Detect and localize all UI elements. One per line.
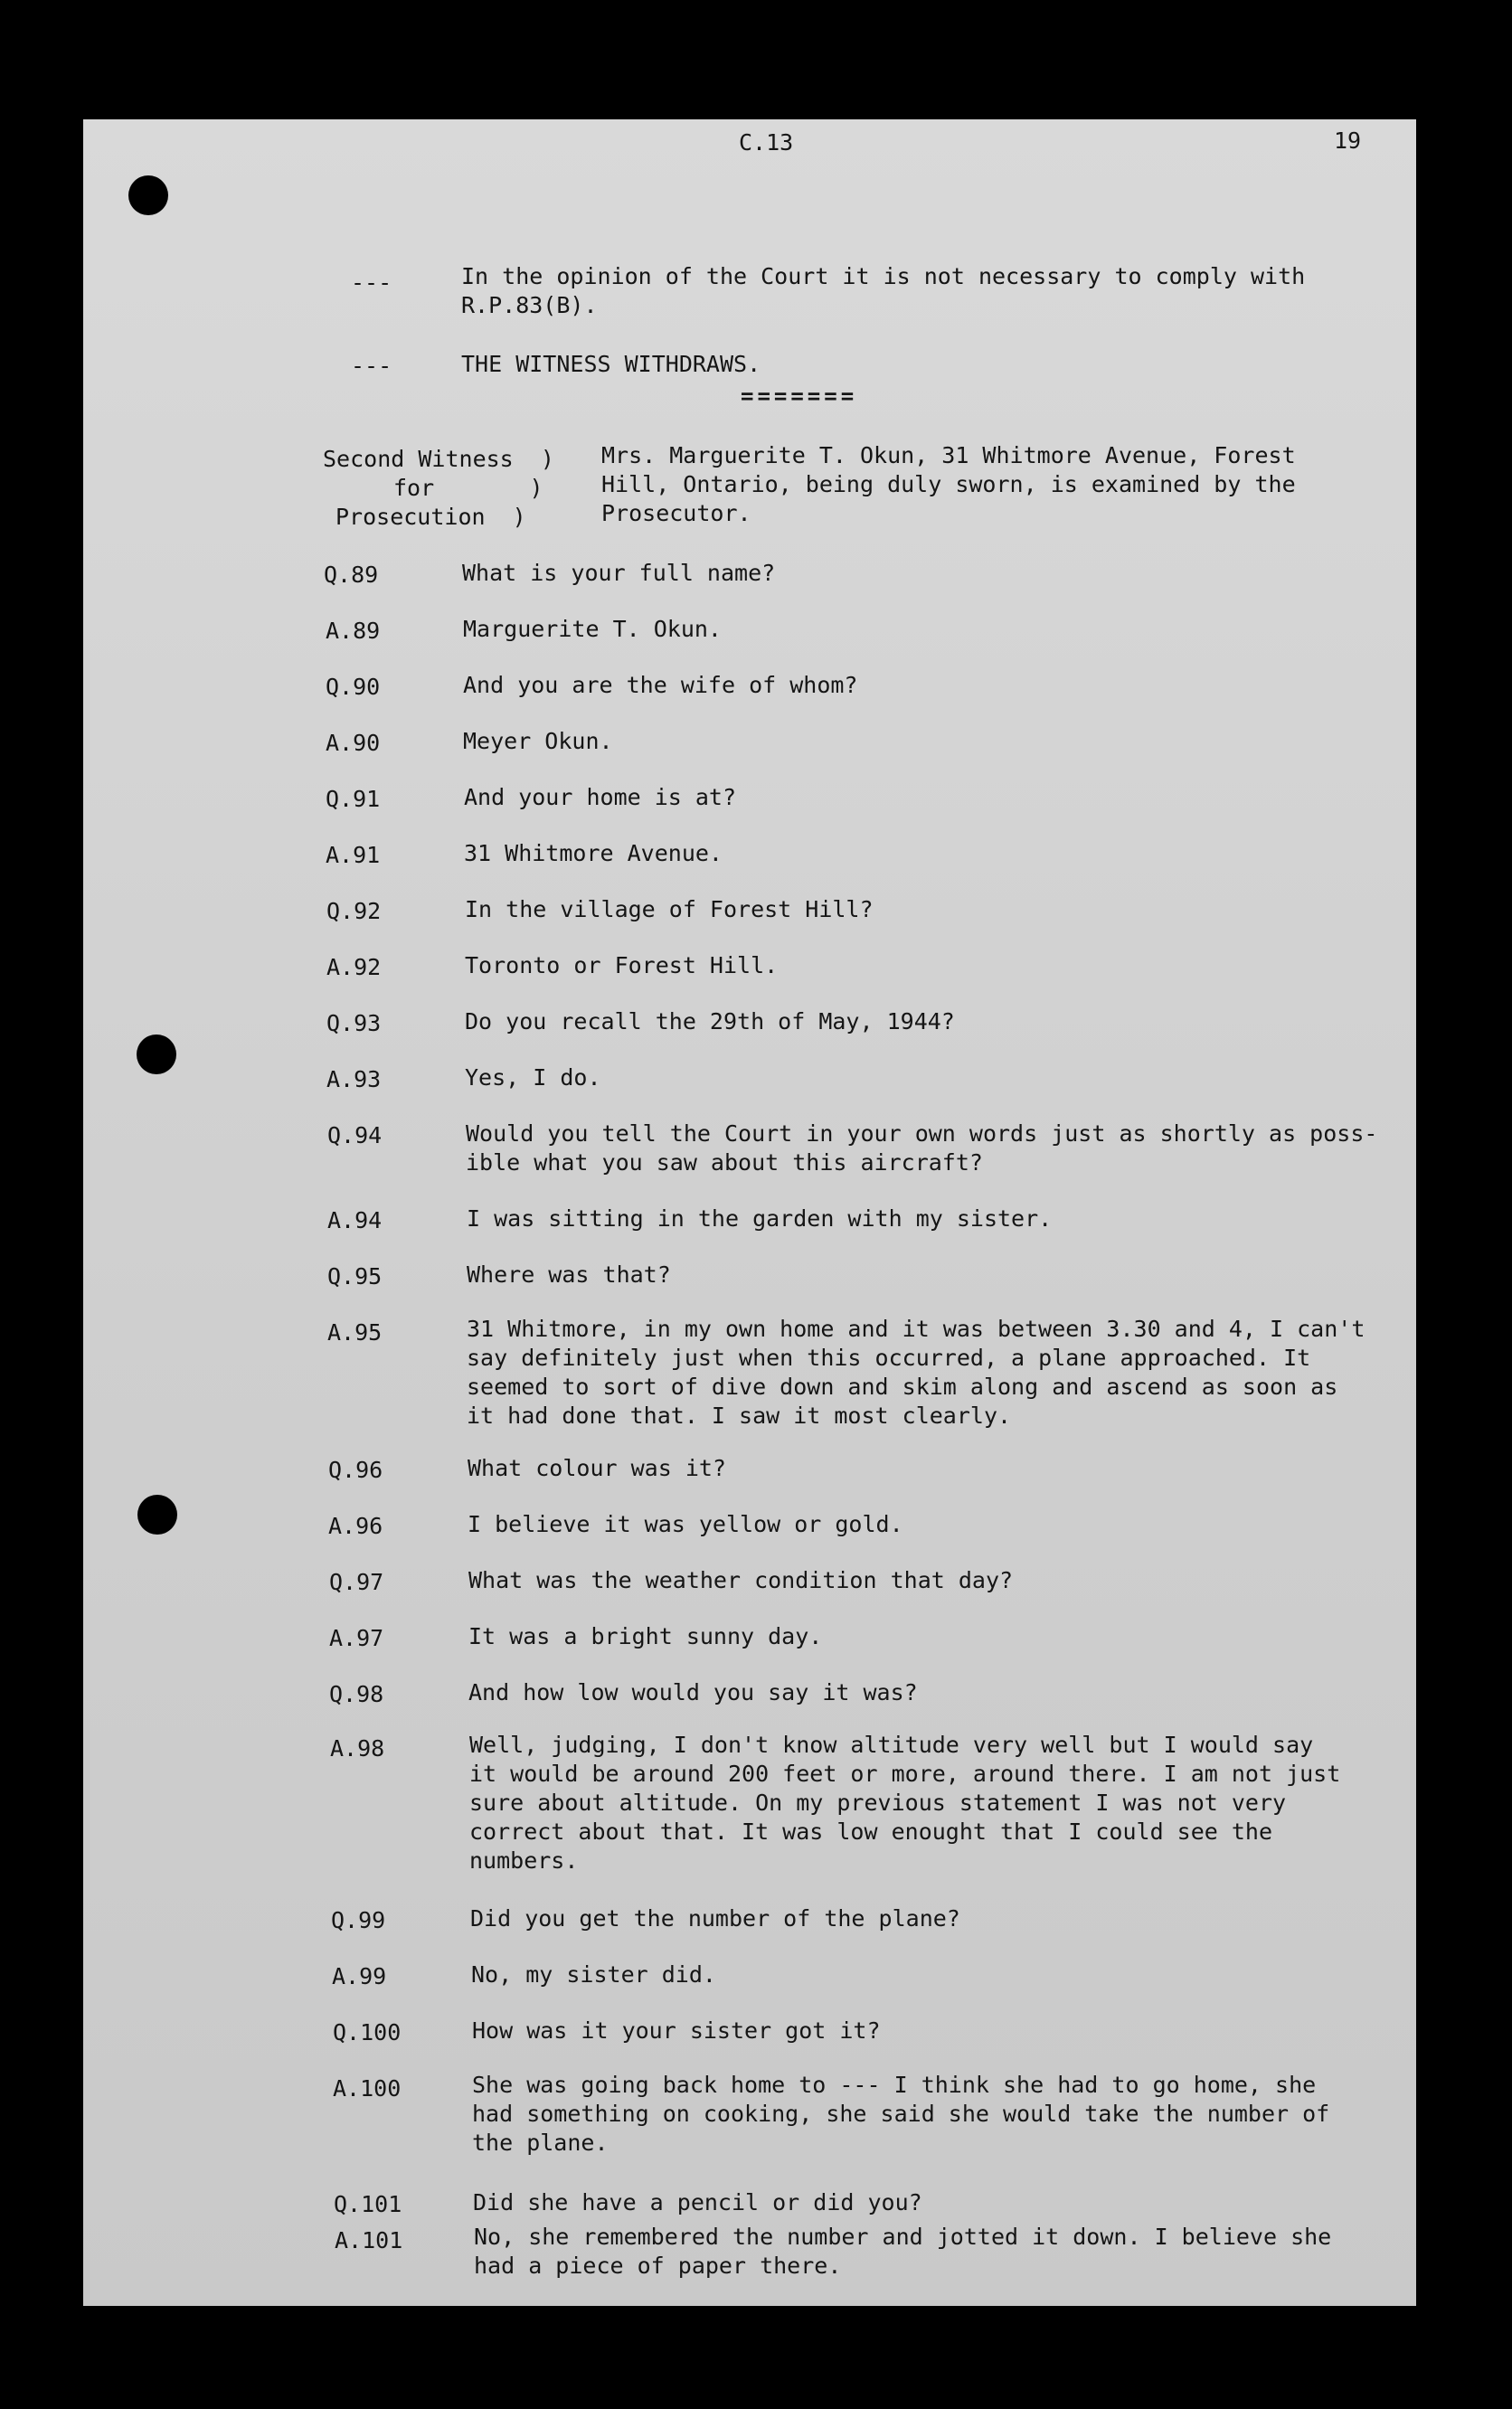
qa-label: A.89 xyxy=(326,618,381,644)
qa-text: And how low would you say it was? xyxy=(468,1679,918,1705)
qa-label: Q.93 xyxy=(326,1010,382,1036)
qa-text: Where was that? xyxy=(467,1261,671,1288)
qa-text: Yes, I do. xyxy=(465,1064,601,1091)
qa-text: Well, judging, I don't know altitude very well but I would say it would be around 200 feet or more, around there. I am not just sure about altitude. On my previous statement I was not very correct about that. It was low enought that I could see the numbers. xyxy=(469,1732,1341,1874)
qa-label: Q.92 xyxy=(326,898,382,924)
binder-hole-1 xyxy=(128,175,168,215)
qa-label: A.98 xyxy=(330,1735,385,1762)
qa-text: I believe it was yellow or gold. xyxy=(468,1511,903,1537)
qa-label: Q.89 xyxy=(324,562,379,588)
qa-label: A.90 xyxy=(326,730,381,756)
qa-text: In the village of Forest Hill? xyxy=(465,896,874,922)
qa-label: Q.91 xyxy=(326,786,381,812)
witness-label-line-2: for ) xyxy=(393,475,543,501)
qa-label: A.96 xyxy=(328,1513,383,1539)
qa-text: I was sitting in the garden with my sister. xyxy=(467,1205,1053,1232)
separator-line: ======= xyxy=(741,383,858,409)
qa-text: How was it your sister got it? xyxy=(472,2017,881,2044)
opening-marker-1: --- xyxy=(351,269,392,296)
qa-text: Did she have a pencil or did you? xyxy=(473,2189,922,2215)
opening-marker-2: --- xyxy=(351,353,392,379)
qa-label: Q.90 xyxy=(326,674,381,700)
qa-text: Marguerite T. Okun. xyxy=(463,616,722,642)
qa-text: And you are the wife of whom? xyxy=(463,672,858,698)
page-number: 19 xyxy=(1334,128,1362,154)
qa-label: Q.95 xyxy=(327,1263,383,1290)
qa-text: What colour was it? xyxy=(468,1455,726,1481)
qa-label: Q.94 xyxy=(327,1122,383,1148)
qa-label: Q.97 xyxy=(329,1569,384,1595)
qa-label: Q.101 xyxy=(334,2191,402,2217)
qa-label: A.92 xyxy=(326,954,382,980)
witness-intro-text: Mrs. Marguerite T. Okun, 31 Whitmore Avenue, Forest Hill, Ontario, being duly sworn, is examined by the Prosecutor. xyxy=(601,442,1296,526)
witness-label-line-1: Second Witness ) xyxy=(323,446,554,472)
qa-label: Q.100 xyxy=(333,2019,402,2045)
qa-text: No, my sister did. xyxy=(471,1961,716,1988)
qa-label: A.101 xyxy=(335,2227,403,2253)
qa-label: A.93 xyxy=(326,1066,382,1092)
qa-text: Did you get the number of the plane? xyxy=(470,1905,960,1932)
qa-text: No, she remembered the number and jotted it down. I believe she had a piece of paper there. xyxy=(474,2224,1332,2279)
qa-label: Q.98 xyxy=(329,1681,384,1707)
qa-text: What was the weather condition that day? xyxy=(468,1567,1014,1593)
qa-text: Toronto or Forest Hill. xyxy=(465,952,779,978)
qa-text: Meyer Okun. xyxy=(463,728,613,754)
qa-text: She was going back home to --- I think she had to go home, she had something on cooking, she said she would take the number of the plane. xyxy=(472,2072,1330,2156)
qa-text: Would you tell the Court in your own words just as shortly as poss- ible what you saw about this aircraft? xyxy=(466,1120,1378,1176)
qa-text: What is your full name? xyxy=(462,560,776,586)
qa-label: A.100 xyxy=(333,2075,402,2102)
qa-text: It was a bright sunny day. xyxy=(468,1623,823,1649)
qa-text: And your home is at? xyxy=(464,784,737,810)
qa-text: Do you recall the 29th of May, 1944? xyxy=(465,1008,955,1034)
qa-label: A.91 xyxy=(326,842,381,868)
document-page xyxy=(83,119,1416,2306)
witness-withdraws-text: THE WITNESS WITHDRAWS. xyxy=(461,351,761,377)
binder-hole-3 xyxy=(137,1495,177,1535)
page-code: C.13 xyxy=(739,129,794,156)
witness-label-line-3: Prosecution ) xyxy=(335,504,526,530)
qa-label: A.94 xyxy=(327,1207,383,1233)
qa-label: A.95 xyxy=(327,1319,383,1346)
qa-label: Q.99 xyxy=(331,1907,386,1933)
qa-label: Q.96 xyxy=(328,1457,383,1483)
qa-label: A.99 xyxy=(332,1963,387,1989)
opening-note-text: In the opinion of the Court it is not necessary to comply with R.P.83(B). xyxy=(461,263,1306,318)
qa-label: A.97 xyxy=(329,1625,384,1651)
qa-text: 31 Whitmore Avenue. xyxy=(464,840,723,866)
binder-hole-2 xyxy=(137,1034,176,1074)
qa-text: 31 Whitmore, in my own home and it was between 3.30 and 4, I can't say definitely just when this occurred, a plane approached. It seemed to sort of dive down and skim along and ascend as soon as it had done that. I saw it most clearly. xyxy=(467,1316,1366,1429)
